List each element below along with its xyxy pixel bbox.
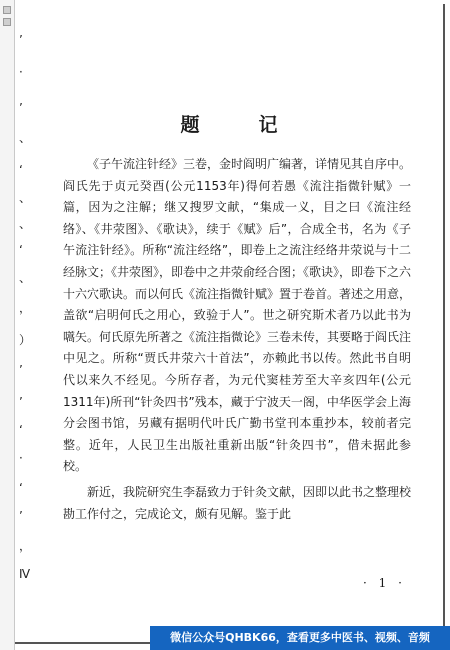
page-nav-button[interactable] xyxy=(3,6,11,14)
page-number: · 1 · xyxy=(363,576,406,590)
edge-mark: Ⅳ xyxy=(19,567,31,581)
body-text xyxy=(63,154,411,525)
edge-mark: ‘ xyxy=(19,423,23,437)
edge-mark: · xyxy=(19,65,23,79)
watermark-banner: 微信公众号QHBK66，查看更多中医书、视频、音频 xyxy=(150,626,450,650)
paragraph: 新近，我院研究生李磊致力于针灸文献，因即以此书之整理校勘工作付之，完成论文，颇有见解。鉴于此 xyxy=(63,484,412,521)
edge-mark: 、 xyxy=(19,271,32,285)
edge-mark: ’ xyxy=(19,363,23,377)
edge-mark: 、 xyxy=(19,191,32,205)
edge-mark: ， xyxy=(19,539,32,553)
edge-mark: ’ xyxy=(19,33,23,47)
edge-mark: ） xyxy=(19,333,32,347)
viewer-side-toolbar xyxy=(0,0,15,650)
edge-mark: ’ xyxy=(19,101,23,115)
edge-mark: 、 xyxy=(19,131,32,145)
page-title: 题 记 xyxy=(180,114,298,136)
edge-mark: ‘ xyxy=(19,243,23,257)
edge-mark: ‘ xyxy=(19,481,23,495)
edge-mark: ‘ xyxy=(19,163,23,177)
page-nav-button[interactable] xyxy=(3,18,11,26)
edge-mark: ， xyxy=(19,301,32,315)
document-page xyxy=(15,4,445,644)
page-left-edge xyxy=(15,4,31,644)
edge-mark: 、 xyxy=(19,217,32,231)
edge-mark: ’ xyxy=(19,509,23,523)
edge-mark: ’ xyxy=(19,395,23,409)
edge-mark: · xyxy=(19,451,23,465)
paragraph: 《子午流注针经》三卷，金时阎明广编著，详情见其自序中。阎氏先于贞元癸酉(公元1153年)得何若愚《流注指微针赋》一篇，因为之注解；继又搜罗文献，“集成一义，目之曰《流注经络》、《井荥图》、《歌诀》，续于《赋》后”，合成全书，名为《子午流注针经》。所称“流注经络”，即卷上之流注经络井荥说与十二经脉文；《井荥图》，即卷中之井荥俞经合图；《歌诀》，即卷下之六十六穴歌诀。而以何氏《流注指微针赋》置于卷首。著述之用意，盖欲“启明何氏之用心，致验于人”。世之研究斯术者乃以此书为嚆矢。何氏原先所著之《流注指微论》三卷未传，其要略于阎氏注中见之。所称“贾氏井荥六十首法”，亦赖此书以传。然此书自明代以来久不经见。今所存者，为元代窦桂芳至大辛亥四年(公元1311年)所刊“针灸四书”残本，藏于宁波天一阁，中华医学会上海分会图书馆，另藏有据明代叶氏广勤书堂刊本重抄本，较前者完整。近年，人民卫生出版社重新出版“针灸四书”，借未据此参校。 xyxy=(63,157,412,474)
